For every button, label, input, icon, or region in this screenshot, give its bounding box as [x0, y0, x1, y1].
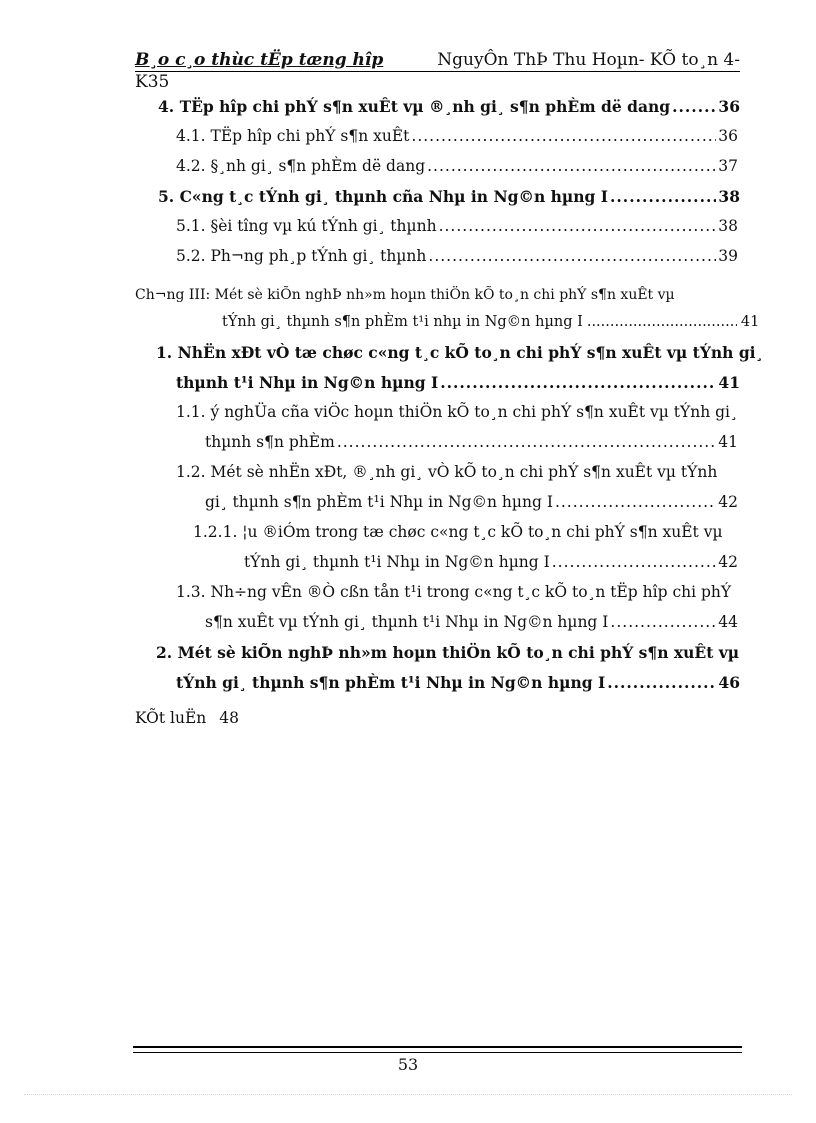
toc-entry-page: 36 [718, 127, 738, 145]
toc-chapter-3-title: Ch¬ng III: Mét sè kiÕn nghÞ nh»m hoµn thiÖn kÕ to¸n chi phÝ s¶n xuÊt vµ [135, 287, 675, 303]
toc-entry-1-2-title: 1.2. Mét sè nhËn xÐt, ®¸nh gi¸ vÒ kÕ to¸n chi phÝ s¶n xuÊt vµ tÝnh [176, 463, 718, 481]
toc-leader [439, 216, 717, 237]
toc-entry-1-3 [205, 612, 738, 633]
toc-entry-page: 38 [718, 187, 740, 206]
toc-entry-5-1 [176, 216, 738, 237]
toc-leader [427, 156, 716, 177]
toc-entry-1-2-1-title: 1.2.1. ¦u ®iÓm trong tæ chøc c«ng t¸c kÕ to¸n chi phÝ s¶n xuÊt vµ [193, 523, 723, 541]
toc-entry-page: 42 [718, 553, 738, 571]
toc-entry-title: 4.2. §¸nh gi¸ s¶n phÈm dë dang [176, 157, 426, 175]
toc-leader [428, 246, 716, 267]
header-row [135, 50, 740, 72]
toc-entry-page: 46 [718, 673, 740, 692]
toc-leader [607, 672, 716, 693]
toc-entry-1-2-1 [244, 552, 738, 573]
conclusion-page: 48 [219, 709, 239, 727]
toc-entry-page: 44 [718, 613, 738, 631]
toc-entry-2-title: 2. Mét sè kiÕn nghÞ nh»m hoµn thiÖn kÕ to¸n chi phÝ s¶n xuÊt vµ [156, 643, 740, 662]
toc-leader [555, 492, 716, 513]
toc-entry-5 [158, 186, 740, 207]
toc-entry-page: 37 [718, 157, 738, 175]
footer-divider [133, 1046, 742, 1053]
toc-entry-page: 41 [718, 433, 738, 451]
toc-entry-page: 39 [718, 247, 738, 265]
author-name: NguyÔn ThÞ Thu Hoµn- KÕ to¸n 4- [437, 50, 740, 70]
toc-leader [587, 312, 737, 332]
page-edge [24, 1094, 792, 1095]
toc-entry-5-2 [176, 246, 738, 267]
toc-leader [610, 612, 716, 633]
toc-entry-continuation: tÝnh gi¸ thµnh s¶n phÈm t¹i nhµ in Ng©n hµng I [222, 314, 583, 330]
toc-entry-continuation: gi¸ thµnh s¶n phÈm t¹i Nhµ in Ng©n hµng I [205, 493, 553, 511]
toc-entry-1-2 [205, 492, 738, 513]
toc-entry-1-3-title: 1.3. Nh÷ng vÊn ®Ò cßn tån t¹i trong c«ng t¸c kÕ to¸n tËp hîp chi phÝ [176, 583, 732, 601]
toc-entry-1-title: 1. NhËn xÐt vÒ tæ chøc c«ng t¸c kÕ to¸n chi phÝ s¶n xuÊt vµ tÝnh gi¸ [156, 343, 764, 362]
toc-chapter-3 [222, 312, 759, 332]
toc-entry-4-2 [176, 156, 738, 177]
toc-entry-page: 38 [718, 217, 738, 235]
toc-entry-continuation: tÝnh gi¸ thµnh t¹i Nhµ in Ng©n hµng I [244, 553, 550, 571]
toc-entry-title: 4. TËp hîp chi phÝ s¶n xuÊt vµ ®¸nh gi¸ s¶n phÈm dë dang [158, 97, 671, 116]
toc-entry-continuation: tÝnh gi¸ thµnh s¶n phÈm t¹i Nhµ in Ng©n hµng I [176, 673, 606, 692]
toc-entry-title: 5.1. §èi tîng vµ kú tÝnh gi¸ thµnh [176, 217, 437, 235]
author-class: K35 [135, 72, 170, 92]
toc-entry-continuation: thµnh s¶n phÈm [205, 433, 335, 451]
toc-entry-1-1 [205, 432, 738, 453]
page-number: 53 [397, 1055, 419, 1074]
page-header [135, 50, 740, 92]
toc-entry-page: 42 [718, 493, 738, 511]
toc-leader [411, 126, 716, 147]
toc-entry-1-1-title: 1.1. ý nghÜa cña viÖc hoµn thiÖn kÕ to¸n chi phÝ s¶n xuÊt vµ tÝnh gi¸ [176, 403, 738, 421]
toc-conclusion [135, 708, 239, 729]
toc-entry-title: 5.2. Ph¬ng ph¸p tÝnh gi¸ thµnh [176, 247, 427, 265]
toc-leader [610, 186, 716, 207]
conclusion-title: KÕt luËn [135, 709, 207, 727]
toc-entry-page: 41 [718, 373, 740, 392]
toc-entry-4-1 [176, 126, 738, 147]
toc-entry-title: 4.1. TËp hîp chi phÝ s¶n xuÊt [176, 127, 410, 145]
toc-entry-page: 36 [718, 97, 740, 116]
toc-entry-1 [176, 372, 740, 393]
toc-entry-title: 5. C«ng t¸c tÝnh gi¸ thµnh cña Nhµ in Ng©n hµng I [158, 187, 609, 206]
toc-entry-continuation: thµnh t¹i Nhµ in Ng©n hµng I [176, 373, 439, 392]
toc-leader [337, 432, 716, 453]
toc-entry-2 [176, 672, 740, 693]
report-title: B¸o c¸o thùc tËp tæng hîp [135, 50, 384, 70]
toc-entry-continuation: s¶n xuÊt vµ tÝnh gi¸ thµnh t¹i Nhµ in Ng©n hµng I [205, 613, 609, 631]
toc-entry-page: 41 [740, 314, 760, 330]
toc-leader [552, 552, 717, 573]
toc-entry-4 [158, 96, 740, 117]
toc-leader [672, 96, 716, 117]
toc-leader [440, 372, 716, 393]
